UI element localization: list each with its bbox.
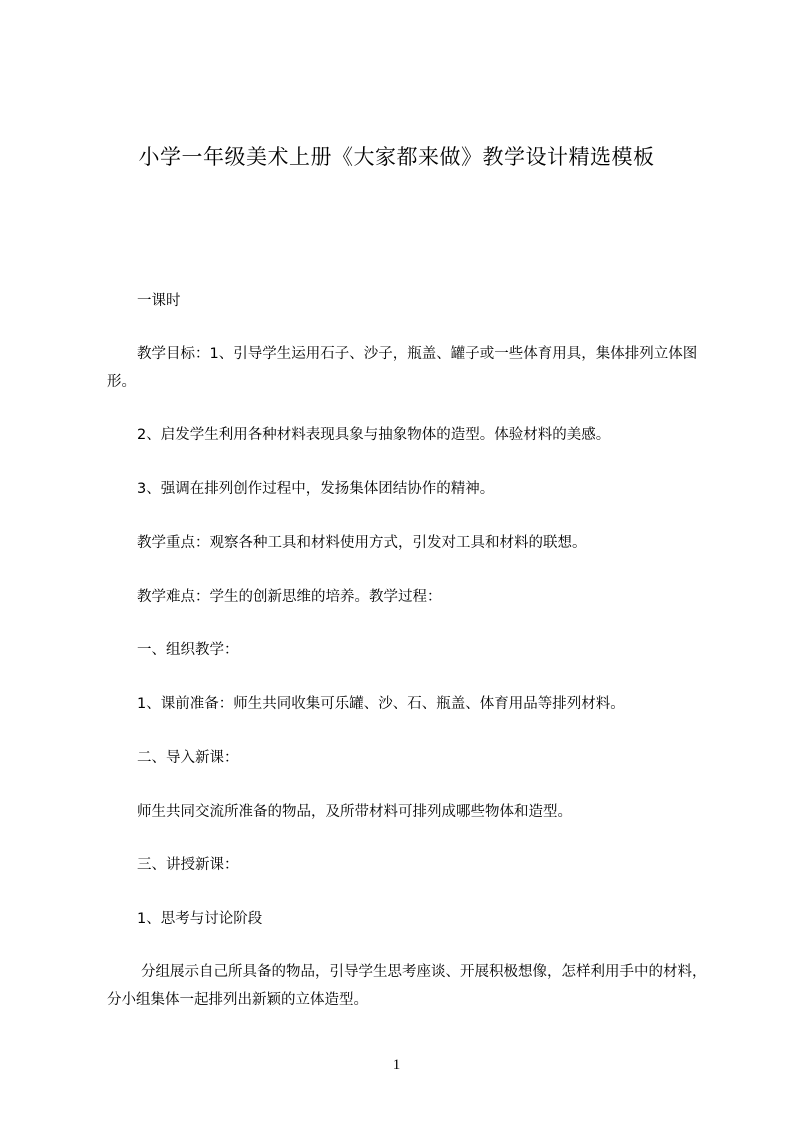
document-title: 小学一年级美术上册《大家都来做》教学设计精选模板 — [138, 145, 655, 169]
paragraph-exchange: 师生共同交流所准备的物品，及所带材料可排列成哪些物体和造型。 — [137, 804, 572, 820]
paragraph-key-points: 教学重点：观察各种工具和材料使用方式，引发对工具和材料的联想。 — [137, 535, 587, 551]
paragraph-teaching-goals: 教学目标：1、引导学生运用石子、沙子，瓶盖、罐子或一些体育用具，集体排列立体图形。 — [107, 346, 698, 390]
paragraph-group-display: 分组展示自己所具备的物品，引导学生思考座谈、开展积极想像，怎样利用手中的材料，分小组集体一起排列出新颖的立体造型。 — [107, 964, 707, 1008]
paragraph-preparation: 1、课前准备：师生共同收集可乐罐、沙、石、瓶盖、体育用品等排列材料。 — [137, 696, 625, 712]
paragraph-goal-3: 3、强调在排列创作过程中，发扬集体团结协作的精神。 — [137, 481, 495, 497]
paragraph-difficulties: 教学难点：学生的创新思维的培养。教学过程： — [137, 589, 442, 605]
heading-teach-new-lesson: 三、讲授新课： — [137, 857, 239, 873]
paragraph-goal-2: 2、启发学生利用各种材料表现具象与抽象物体的造型。体验材料的美感。 — [137, 427, 611, 443]
paragraph-think-discuss: 1、思考与讨论阶段 — [137, 911, 263, 927]
page-number: 1 — [392, 1057, 401, 1073]
heading-organize-teaching: 一、组织教学： — [137, 642, 239, 658]
paragraph-class-hours: 一课时 — [137, 293, 181, 309]
heading-introduce-lesson: 二、导入新课： — [137, 750, 239, 766]
